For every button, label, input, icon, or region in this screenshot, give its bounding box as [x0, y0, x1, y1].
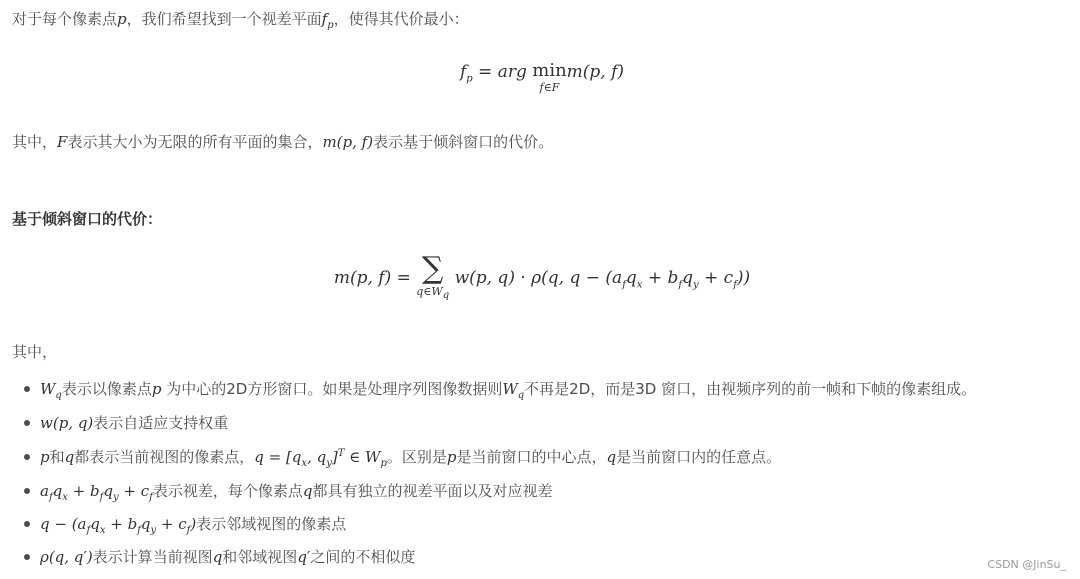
intro-text: ，我们希望找到一个视差平面 — [126, 10, 322, 28]
watermark: CSDN @JinSu_ — [987, 558, 1066, 571]
intro-paragraph — [12, 8, 469, 29]
list-item: w(p, q)表示自适应支持权重 — [40, 414, 229, 432]
equation-cost: m(p, f) = ∑ $q\in W_q$ w(p, q) · ρ(q, $q - (a_fq_x + b_fq_y + c_f)$) — [333, 251, 751, 302]
where-paragraph-1: 其中，F表示其大小为无限的所有平面的集合，m(p, f)表示基于倾斜窗口的代价。 — [12, 133, 554, 151]
section-heading: 基于倾斜窗口的代价： — [12, 210, 163, 228]
intro-text: ，使得其代价最小： — [333, 10, 469, 28]
math-p: p — [117, 10, 127, 28]
sum-operator: ∑ $q\in W_q$ — [416, 251, 450, 302]
list-item: $q - (a_fq_x + b_fq_y + c_f)$表示邻域视图的像素点 — [40, 515, 347, 536]
list-item: $a_fq_x + b_fq_y + c_f$表示视差，每个像素点q都具有独立的视差平面以及对应视差 — [40, 482, 553, 503]
equation-fp: $f_p$ = arg min f∈F m(p, f) — [459, 60, 625, 94]
math-fp: $f_p$ — [321, 10, 334, 31]
where-paragraph-2: 其中， — [12, 343, 58, 361]
list-item: ρ(q, q′)表示计算当前视图q和邻域视图q′之间的不相似度 — [40, 548, 416, 566]
list-item: $W_q$表示以像素点p 为中心的2D方形窗口。如果是处理序列图像数据则$W_q$不再是2D，而是3D 窗口，由视频序列的前一帧和下帧的像素组成。 — [40, 380, 977, 401]
min-operator: min f∈F — [532, 60, 567, 94]
list-item: p和q都表示当前视图的像素点，$q = [q_x$, $q_y]^T$ ∈ $W_p$。区别是p是当前窗口的中心点，q是当前窗口内的任意点。 — [40, 448, 782, 469]
intro-text: 对于每个像素点 — [12, 10, 118, 28]
